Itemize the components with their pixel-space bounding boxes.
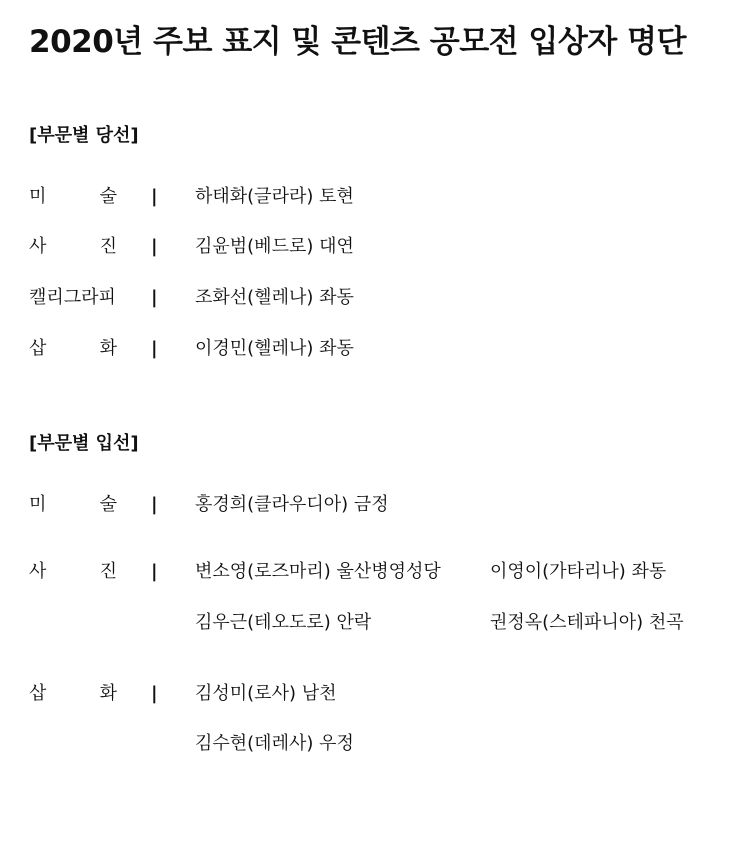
category-label: 캘리그라피 xyxy=(29,287,116,308)
winner-name: 김우근(테오도로) 안락 xyxy=(195,612,372,633)
list-item xyxy=(0,492,750,518)
winner-name: 조화선(헬레나) 좌동 xyxy=(195,287,354,308)
separator: | xyxy=(151,236,158,257)
separator: | xyxy=(151,683,158,704)
category-label: 미 술 xyxy=(29,186,117,207)
winner-name: 김수현(데레사) 우정 xyxy=(195,733,354,754)
winner-name: 이영이(가타리나) 좌동 xyxy=(490,561,667,582)
category-label: 삽 화 xyxy=(29,338,117,359)
section-heading-winners: [부문별 당선] xyxy=(29,125,139,146)
category-label: 사 진 xyxy=(29,236,117,257)
separator: | xyxy=(151,338,158,359)
list-item xyxy=(0,184,750,210)
winner-name: 김윤범(베드로) 대연 xyxy=(195,236,354,257)
separator: | xyxy=(151,494,158,515)
winner-name: 하태화(글라라) 토현 xyxy=(195,186,354,207)
separator: | xyxy=(151,287,158,308)
list-item xyxy=(0,285,750,311)
list-item xyxy=(0,610,750,636)
winner-name: 이경민(헬레나) 좌동 xyxy=(195,338,354,359)
list-item xyxy=(0,234,750,260)
list-item xyxy=(0,681,750,707)
category-label: 삽 화 xyxy=(29,683,117,704)
separator: | xyxy=(151,186,158,207)
winner-name: 김성미(로사) 남천 xyxy=(195,683,337,704)
page-title: 2020년 주보 표지 및 콘텐츠 공모전 입상자 명단 xyxy=(29,24,686,60)
category-label: 사 진 xyxy=(29,561,117,582)
category-label: 미 술 xyxy=(29,494,117,515)
list-item xyxy=(0,559,750,585)
winner-name: 홍경희(클라우디아) 금정 xyxy=(195,494,389,515)
winner-name: 변소영(로즈마리) 울산병영성당 xyxy=(195,561,441,582)
winner-name: 권정옥(스테파니아) 천곡 xyxy=(490,612,684,633)
separator: | xyxy=(151,561,158,582)
list-item xyxy=(0,336,750,362)
section-heading-honorable: [부문별 입선] xyxy=(29,433,139,454)
list-item xyxy=(0,731,750,757)
